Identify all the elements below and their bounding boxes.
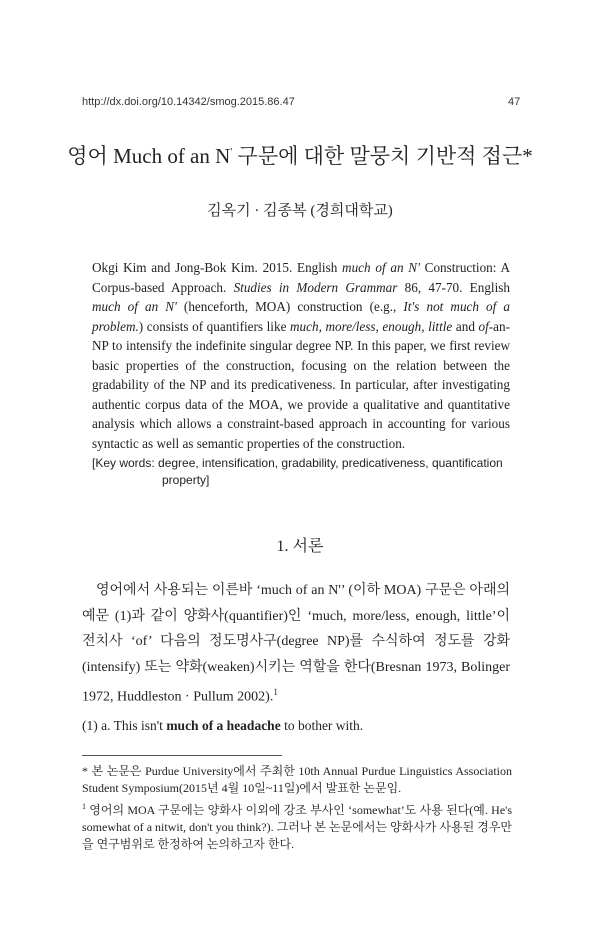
abstract-text: (henceforth, MOA) construction (e.g., (176, 299, 404, 314)
abstract-text: -an-NP to intensify the indefinite singular degree NP. In this paper, we first review basic properties of the construction, focusing on the relation between the gradability of the NP and its predicativeness. In particular, after investigating authentic corpus data of the MOA, we provide a qualitative and quantitative analysis which allows a constraint-based approach in accounting for various syntactic as well as semantic properties of the construction. (92, 318, 510, 451)
footnote-star (82, 763, 512, 797)
keywords-line-2: property] (162, 473, 210, 487)
section-heading: 1. 서론 (276, 538, 324, 555)
footnote-star-text: * 본 논문은 Purdue University에서 주최한 10th Annual Purdue Linguistics Association Student Symposium(2015년 4월 10일~11일)에서 발표한 논문임. (82, 764, 512, 795)
author-line: 김옥기 · 김종복 (경희대학교) (207, 203, 393, 219)
abstract-italic: much of an N' (92, 299, 177, 314)
abstract-italic: Studies in Modern Grammar (233, 279, 398, 295)
example-1a (82, 718, 510, 734)
footnote-1-text: 영어의 MOA 구문에는 양화사 이외에 강조 부사인 ‘somewhat’도 사용 된다(예. He's somewhat of a nitwit, don't you think?). 그러나 본 논문에서는 양화사가 사용된 경우만을 연구범위로 한정하여 논의하고자 한다. (82, 803, 512, 851)
abstract-text: Okgi Kim and Jong-Bok Kim. 2015. English (92, 260, 343, 275)
abstract (92, 258, 510, 453)
title-part-2: 구문에 대한 말뭉치 기반적 접근* (232, 144, 533, 168)
title-prime: ' (230, 146, 233, 158)
paper-title (0, 140, 600, 170)
footnote-1-mark: 1 (82, 802, 86, 811)
example-rest: to bother with. (280, 718, 364, 733)
abstract-italic: much of an N' (342, 260, 420, 275)
abstract-text: Construction: A Corpus-based Approach. (92, 260, 510, 295)
footnote-divider (82, 755, 282, 756)
footnote-1 (82, 798, 512, 853)
abstract-italic: of (478, 318, 489, 334)
body-paragraph: 영어에서 사용되는 이른바 ‘much of an N'’ (이하 MOA) 구문은 아래의 예문 (1)과 같이 양화사(quantifier)인 ‘much, more/less, enough, little’이 전치사 ‘of’ 다음의 정도명사구(degree NP)를 수식하여 정도를 강화(intensify) 또는 약화(weaken)시키는 역할을 한다(Bresnan 1973, Bolinger 1972, Huddleston · Pullum 2002). (82, 583, 510, 705)
abstract-text: 86, 47-70. English (397, 279, 510, 295)
body-text (82, 578, 510, 710)
abstract-text: ) consists of quantifiers like (138, 318, 291, 334)
example-label: (1) a. This isn't (82, 718, 167, 733)
title-part-1: 영어 Much of an N (67, 144, 231, 168)
abstract-italic: much, more/less, enough, little (290, 318, 453, 334)
abstract-italic: It's not much of a problem. (92, 299, 510, 334)
keywords (92, 455, 512, 489)
page-number: 47 (508, 96, 521, 108)
footnote-mark[interactable]: 1 (273, 687, 278, 697)
example-bold: much of a headache (166, 718, 281, 733)
abstract-text: and (452, 318, 479, 334)
doi-link[interactable]: http://dx.doi.org/10.14342/smog.2015.86.47 (82, 96, 295, 108)
keywords-line-1: [Key words: degree, intensification, gradability, predicativeness, quantification (92, 456, 503, 470)
